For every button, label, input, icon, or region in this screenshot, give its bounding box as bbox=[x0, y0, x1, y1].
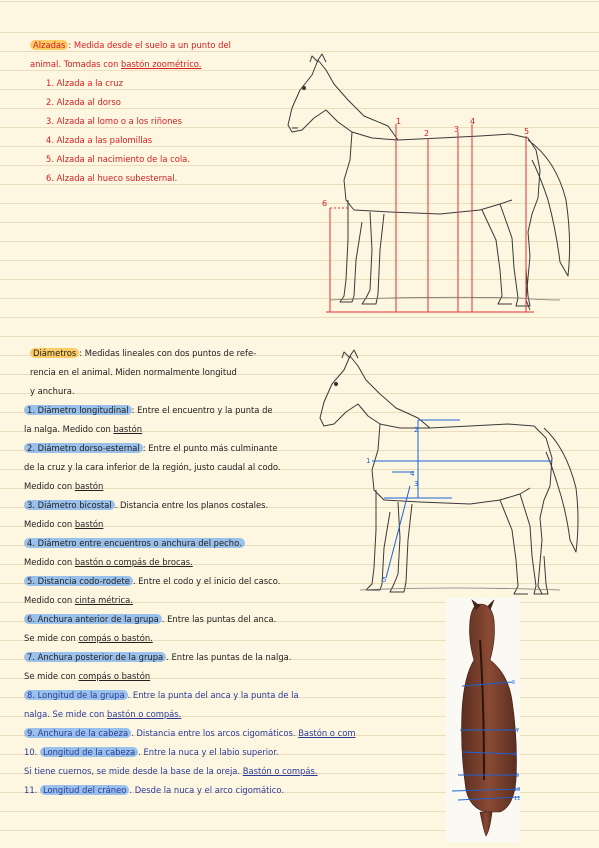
diagram-number: 5 bbox=[524, 127, 530, 136]
measure-desc: : Entre el punto más culminante bbox=[142, 443, 278, 453]
measure-tool: compás o bastón bbox=[78, 671, 151, 681]
diagram-number: 10 bbox=[514, 787, 521, 793]
alzada-item: 6. Alzada al hueco subesternal. bbox=[46, 173, 178, 183]
measure-tool: bastón o compás de brocas. bbox=[74, 557, 193, 567]
alzadas-title: Alzadas bbox=[30, 40, 68, 50]
measure-desc: Se mide con bbox=[24, 671, 79, 681]
diametros-title: Diámetros bbox=[30, 348, 79, 358]
diametros-intro-2: rencia en el animal. Miden normalmente longitud bbox=[30, 367, 237, 377]
measure-desc: Medido con bbox=[24, 519, 75, 529]
diagram-number: 5 bbox=[382, 576, 387, 584]
measure-number: 10. bbox=[24, 747, 40, 757]
alzada-item: 5. Alzada al nacimiento de la cola. bbox=[46, 154, 190, 164]
measure-name: 5. Distancia codo-rodete bbox=[24, 576, 133, 586]
measure-desc: . Distancia entre los planos costales. bbox=[114, 500, 269, 510]
measure-name: 3. Diámetro bicostal bbox=[24, 500, 115, 510]
diagram-number: 4 bbox=[470, 117, 476, 126]
measure-desc: . Entre el codo y el inicio del casco. bbox=[132, 576, 281, 586]
measure-desc: la nalga. Medido con bbox=[24, 424, 114, 434]
measure-desc: : Entre el encuentro y la punta de bbox=[131, 405, 273, 415]
diametros-intro-3: y anchura. bbox=[30, 386, 75, 396]
diagram-number: 3 bbox=[454, 125, 460, 134]
diagram-number: 2 bbox=[424, 129, 430, 138]
measure-tool: bastón bbox=[74, 481, 104, 491]
diagram-number: 9 bbox=[516, 773, 520, 779]
diagram-number: 11 bbox=[514, 796, 521, 802]
diametros-intro-1: : Medidas lineales con dos puntos de refe- bbox=[79, 348, 257, 358]
measure-number: 11. bbox=[24, 785, 40, 795]
measure-name: Longitud del cráneo bbox=[40, 785, 129, 795]
measure-tool: compás o bastón. bbox=[78, 633, 153, 643]
alzadas-tool: bastón zoométrico. bbox=[121, 59, 202, 69]
measure-name: 4. Diámetro entre encuentros o anchura del pecho. bbox=[24, 538, 245, 548]
alzada-item: 4. Alzada a las palomillas bbox=[46, 135, 153, 145]
measure-tool: bastón bbox=[74, 519, 104, 529]
measure-tool: bastón bbox=[113, 424, 143, 434]
measure-desc: nalga. Se mide con bbox=[24, 709, 107, 719]
diagram-number: 4 bbox=[410, 470, 415, 478]
alzadas-intro-1: : Medida desde el suelo a un punto del bbox=[68, 40, 231, 50]
diagram-number: 8 bbox=[514, 752, 518, 758]
measure-tool: Bastón o compás. bbox=[242, 766, 318, 776]
measure-name: 9. Anchura de la cabeza bbox=[24, 728, 131, 738]
alzada-item: 3. Alzada al lomo o a los riñones bbox=[46, 116, 182, 126]
measure-name: 2. Diámetro dorso-esternal bbox=[24, 443, 143, 453]
measure-name: 6. Anchura anterior de la grupa bbox=[24, 614, 162, 624]
measure-name: Longitud de la cabeza bbox=[40, 747, 138, 757]
diagram-number: 3 bbox=[414, 480, 419, 488]
measure-name: 8. Longitud de la grupa bbox=[24, 690, 128, 700]
measure-desc: Medido con bbox=[24, 481, 75, 491]
measure-tool: bastón o compás. bbox=[107, 709, 182, 719]
measure-desc: . Distancia entre los arcos cigomáticos. bbox=[131, 728, 299, 738]
measure-desc: . Desde la nuca y el arco cigomático. bbox=[129, 785, 284, 795]
measure-desc: Medido con bbox=[24, 557, 75, 567]
diagram-number: 6 bbox=[322, 199, 328, 208]
diagram-number: 2 bbox=[414, 426, 419, 434]
alzada-item: 2. Alzada al dorso bbox=[46, 97, 121, 107]
measure-desc: . Entre las puntas del anca. bbox=[161, 614, 277, 624]
diagram-number: 1 bbox=[396, 117, 402, 126]
measure-desc: . Entre las puntas de la nalga. bbox=[166, 652, 292, 662]
diagram-number: 1 bbox=[366, 457, 371, 465]
measure-desc: Si tiene cuernos, se mide desde la base de la oreja. bbox=[24, 766, 243, 776]
measure-tool: cinta métrica. bbox=[74, 595, 133, 605]
diagram-number: 6 bbox=[512, 680, 516, 686]
measure-name: 7. Anchura posterior de la grupa bbox=[24, 652, 166, 662]
measure-desc: Medido con bbox=[24, 595, 75, 605]
diagram-number: 7 bbox=[516, 728, 520, 734]
measure-desc: . Entre la nuca y el labio superior. bbox=[138, 747, 279, 757]
measure-desc: . Entre la punta del anca y la punta de la bbox=[127, 690, 299, 700]
measure-tool: Bastón o com bbox=[298, 728, 356, 738]
measure-name: 1. Diámetro longitudinal bbox=[24, 405, 132, 415]
diametro-line: de la cruz y la cara inferior de la región, justo caudal al codo. bbox=[24, 462, 281, 472]
alzada-item: 1. Alzada a la cruz bbox=[46, 78, 124, 88]
alzadas-intro-2a: animal. Tomadas con bbox=[30, 59, 119, 69]
measure-desc: Se mide con bbox=[24, 633, 79, 643]
